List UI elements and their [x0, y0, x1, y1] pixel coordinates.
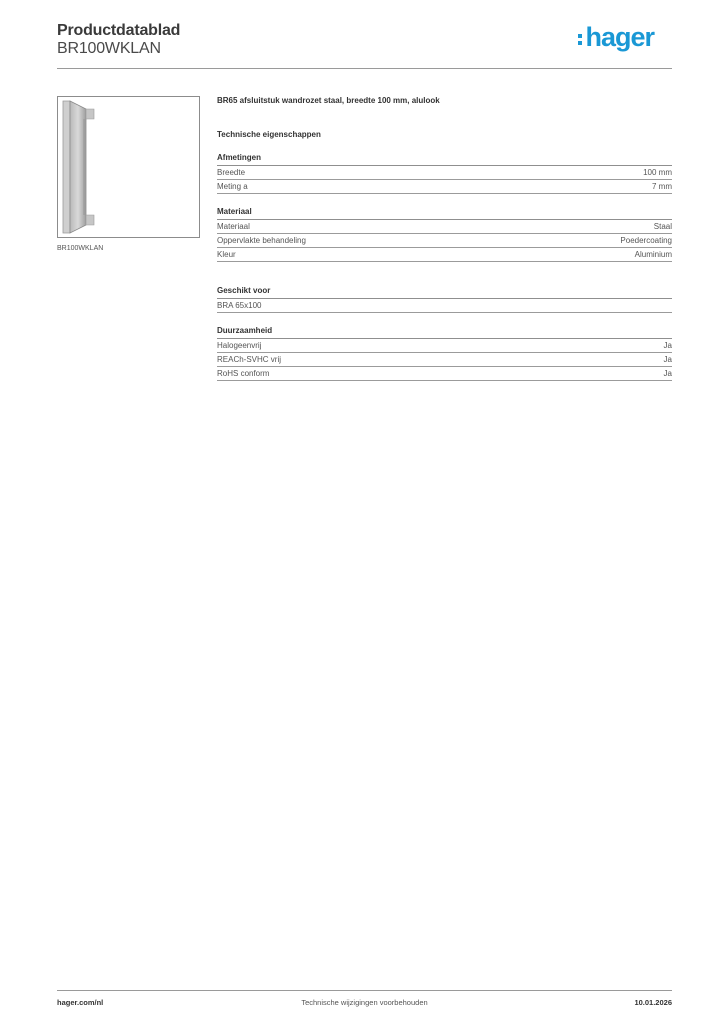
spec-row — [217, 234, 672, 248]
footer-website-link[interactable]: hager.com/nl — [57, 998, 104, 1007]
spec-value: Aluminium — [634, 250, 672, 259]
page-header — [57, 20, 672, 70]
technical-heading: Technische eigenschappen — [217, 130, 321, 139]
spec-label: REACh-SVHC vrij — [217, 355, 282, 364]
spec-row — [217, 353, 672, 367]
product-image-caption: BR100WKLAN — [57, 245, 104, 252]
spec-label: Meting a — [217, 182, 248, 191]
footer-notice: Technische wijzigingen voorbehouden — [301, 998, 428, 1007]
spec-row — [217, 339, 672, 353]
end-piece-product-icon — [58, 97, 199, 237]
spec-row — [217, 220, 672, 234]
spec-row — [217, 166, 672, 180]
spec-value: Ja — [663, 355, 672, 364]
spec-label: Kleur — [217, 250, 236, 259]
product-code: BR100WKLAN — [57, 40, 161, 57]
spec-value: 100 mm — [643, 168, 672, 177]
product-details — [217, 96, 672, 381]
spec-value: Ja — [663, 369, 672, 378]
spec-label: RoHS conform — [217, 369, 270, 378]
header-divider — [57, 68, 672, 69]
section-duurzaamheid — [217, 326, 672, 381]
footer-date: 10.01.2026 — [634, 998, 672, 1007]
spec-row — [217, 299, 672, 313]
spec-row — [217, 180, 672, 194]
logo-text: hager — [585, 21, 654, 52]
section-title: Duurzaamheid — [217, 326, 672, 339]
section-geschikt-voor — [217, 286, 672, 313]
spec-value: Staal — [653, 222, 672, 231]
section-title: Afmetingen — [217, 153, 672, 166]
product-description: BR65 afsluitstuk wandrozet staal, breedte 100 mm, alulook — [217, 96, 440, 105]
spec-label: BRA 65x100 — [217, 301, 262, 310]
spec-label: Breedte — [217, 168, 246, 177]
spec-value: Poedercoating — [620, 236, 672, 245]
spec-label: Oppervlakte behandeling — [217, 236, 306, 245]
spec-row — [217, 367, 672, 381]
section-title: Geschikt voor — [217, 286, 672, 299]
section-materiaal — [217, 207, 672, 262]
logo-dots-icon — [578, 32, 582, 46]
footer-divider — [57, 990, 672, 991]
hager-logo — [578, 20, 654, 54]
spec-label: Materiaal — [217, 222, 250, 231]
page-title: Productdatablad — [57, 22, 181, 39]
spec-value: Ja — [663, 341, 672, 350]
section-afmetingen — [217, 153, 672, 194]
spec-value: 7 mm — [652, 182, 672, 191]
product-image-frame — [57, 96, 200, 238]
spec-row — [217, 248, 672, 262]
section-title: Materiaal — [217, 207, 672, 220]
spec-label: Halogeenvrij — [217, 341, 262, 350]
